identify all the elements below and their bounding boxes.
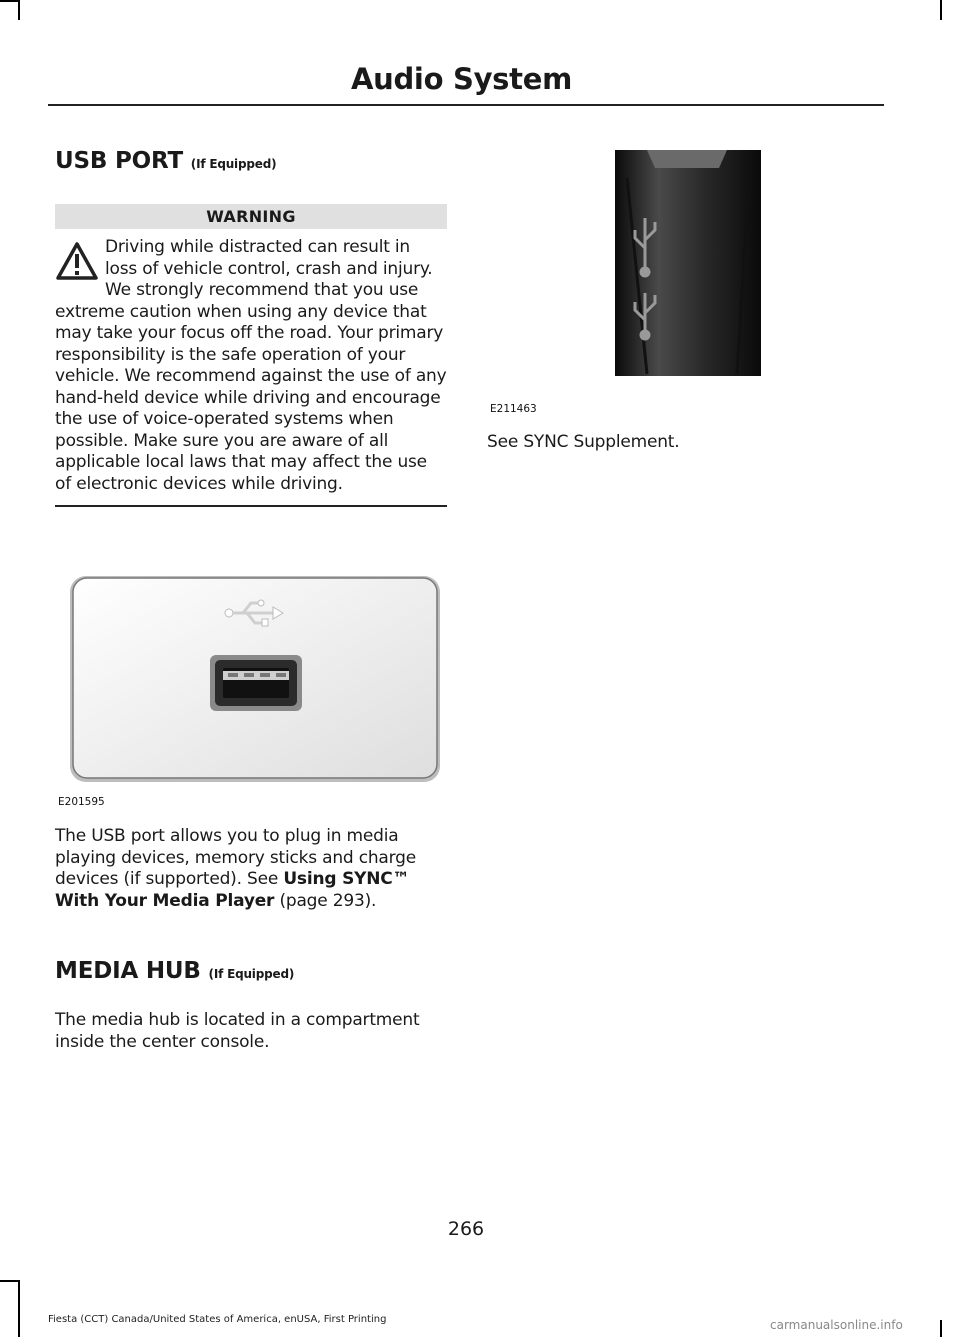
footer-text: Fiesta (CCT) Canada/United States of America, enUSA, First Printing	[48, 1314, 387, 1325]
warning-label: WARNING	[55, 204, 447, 229]
sync-supplement-note: See SYNC Supplement.	[487, 432, 680, 452]
watermark: carmanualsonline.info	[770, 1318, 903, 1332]
media-hub-heading	[55, 958, 447, 984]
crop-mark	[0, 1280, 18, 1282]
usb-body	[55, 826, 447, 912]
usb-description-page: (page 293).	[274, 890, 377, 911]
usb-port-heading-suffix: (If Equipped)	[190, 157, 277, 171]
crop-mark	[940, 0, 942, 20]
left-column	[55, 148, 447, 507]
crop-mark	[940, 1320, 942, 1337]
page-number: 266	[447, 1218, 485, 1240]
media-hub-illustration	[487, 148, 817, 418]
crop-mark	[18, 0, 20, 20]
usb-port-heading-text: USB PORT	[55, 148, 183, 174]
media-hub-heading-suffix: (If Equipped)	[208, 967, 295, 981]
usb-port-heading	[55, 148, 447, 174]
page-title: Audio System	[350, 62, 572, 96]
warning-box	[55, 237, 447, 495]
usb-port-illustration	[55, 560, 447, 810]
media-hub-heading-text: MEDIA HUB	[55, 958, 201, 984]
crop-mark	[18, 1280, 20, 1337]
usb-description-text: The USB port allows you to plug in media playing devices, memory sticks and charge devices (if supported). See	[55, 826, 416, 889]
warning-divider	[55, 505, 447, 507]
crop-mark	[0, 0, 18, 2]
header-divider	[48, 104, 884, 106]
figure-code: E211463	[490, 403, 537, 415]
media-hub-section	[55, 958, 447, 1053]
figure-code: E201595	[58, 796, 105, 808]
warning-triangle-icon	[55, 241, 99, 281]
usb-port-figure	[55, 560, 447, 810]
usb-description	[55, 826, 447, 912]
warning-text: Driving while distracted can result in loss of vehicle control, crash and injury. We strongly recommend that you use extreme caution when using any device that may take your focus off the road. Your primary responsibility is the safe operation of your vehicle. We recommend against the use of any hand-held device while driving and encourage the use of voice-operated systems when possible. Make sure you are aware of all applicable local laws that may affect the use of electronic devices while driving.	[55, 237, 447, 494]
media-hub-figure	[487, 148, 817, 418]
media-hub-description: The media hub is located in a compartment inside the center console.	[55, 1010, 420, 1052]
cross-reference-link[interactable]: Using SYNC™ With Your Media Player	[55, 869, 410, 911]
